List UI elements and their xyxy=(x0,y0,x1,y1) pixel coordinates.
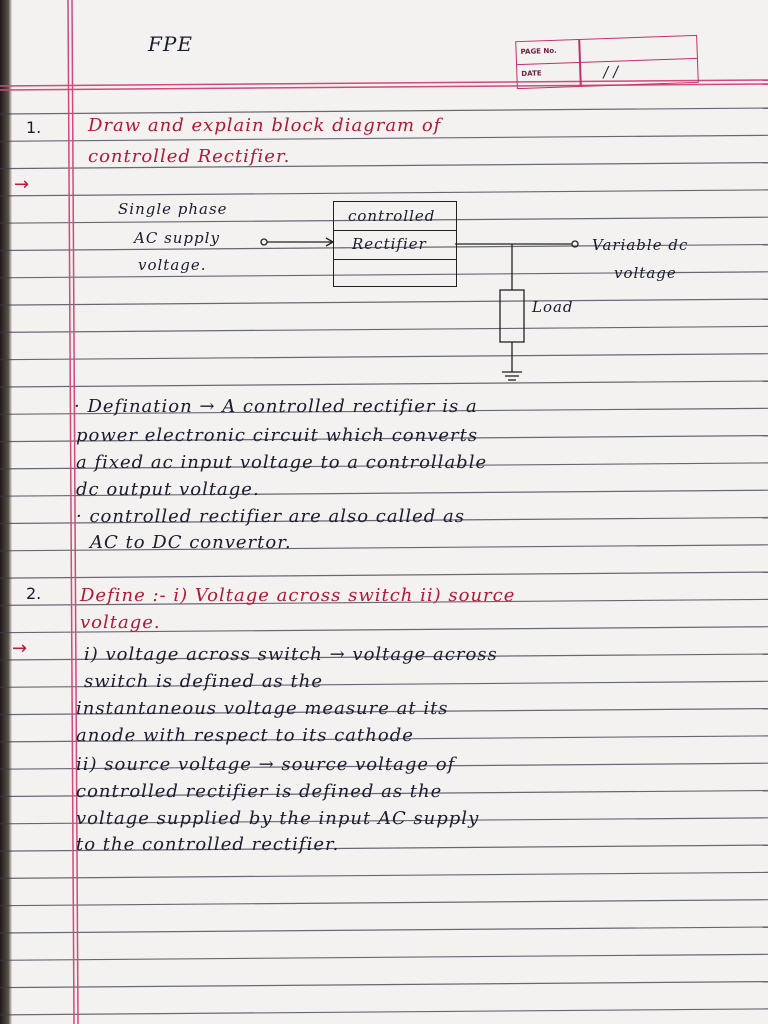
answer-line-5: ii) source voltage → source voltage of xyxy=(76,754,456,775)
question-2-line-2: voltage. xyxy=(80,612,161,633)
margin-arrow-icon: → xyxy=(14,174,30,195)
answer-line-6: controlled rectifier is defined as the xyxy=(76,781,443,802)
diagram-input-line-1: Single phase xyxy=(118,200,228,218)
block-label: Rectifier xyxy=(352,235,427,253)
diagram-input-line-3: voltage. xyxy=(138,256,207,274)
question-number-1: 1. xyxy=(26,118,42,137)
answer-line-2: switch is defined as the xyxy=(84,671,323,692)
answer-line-8: to the controlled rectifier. xyxy=(76,834,340,855)
answer-line-1: i) voltage across switch → voltage across xyxy=(84,644,498,665)
answer-line-7: voltage supplied by the input AC supply xyxy=(76,808,480,829)
definition-line-4: dc output voltage. xyxy=(76,479,260,500)
diagram-output-line-1: Variable dc xyxy=(592,236,689,254)
block-top-label: controlled xyxy=(348,207,436,225)
definition-line-5: · controlled rectifier are also called as xyxy=(76,506,465,527)
date-label: DATE xyxy=(521,69,542,78)
question-1-line-2: controlled Rectifier. xyxy=(88,146,291,167)
date-value: / / xyxy=(603,62,619,82)
page-no-label: PAGE No. xyxy=(520,46,557,57)
subject-title: FPE xyxy=(148,32,193,56)
question-1-line-1: Draw and explain block diagram of xyxy=(88,115,442,136)
diagram-output-line-2: voltage xyxy=(614,264,677,282)
definition-line-2: power electronic circuit which converts xyxy=(76,425,479,446)
diagram-load-label: Load xyxy=(532,298,574,316)
definition-line-3: a fixed ac input voltage to a controllable xyxy=(76,452,488,473)
answer-line-4: anode with respect to its cathode xyxy=(76,725,414,746)
answer-line-3: instantaneous voltage measure at its xyxy=(76,698,449,719)
diagram-input-line-2: AC supply xyxy=(134,229,220,247)
question-number-2: 2. xyxy=(26,584,42,603)
definition-line-1: · Defination → A controlled rectifier is a xyxy=(74,396,478,417)
question-2-line-1: Define :- i) Voltage across switch ii) source xyxy=(80,585,516,606)
definition-line-6: AC to DC convertor. xyxy=(90,532,292,553)
margin-arrow-icon: → xyxy=(12,638,28,659)
